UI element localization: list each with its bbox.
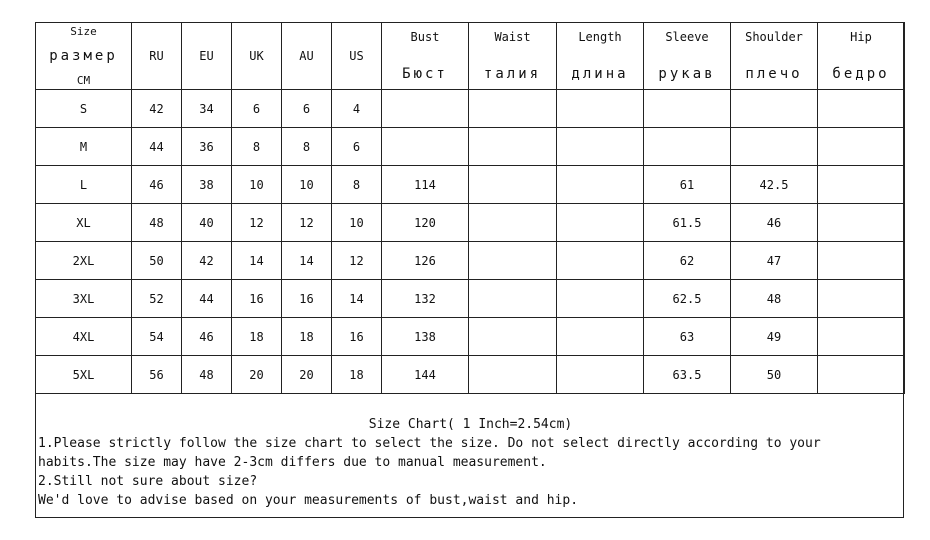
size-label-cell: L [36,166,132,204]
table-cell: 10 [232,166,282,204]
table-cell: 16 [332,318,382,356]
table-cell: 114 [382,166,469,204]
table-cell [557,204,644,242]
table-cell [557,280,644,318]
table-row [36,280,905,318]
column-header-ru [132,23,182,90]
table-row [36,242,905,280]
table-cell: 12 [232,204,282,242]
size-header-ru: размер [49,48,118,64]
table-cell [818,166,905,204]
table-cell: 144 [382,356,469,394]
table-cell: 8 [282,128,332,166]
table-cell [818,318,905,356]
table-row [36,356,905,394]
table-cell: 48 [132,204,182,242]
size-label-cell: S [36,90,132,128]
table-cell: 48 [731,280,818,318]
table-cell: 132 [382,280,469,318]
table-cell: 20 [232,356,282,394]
table-cell: 62.5 [644,280,731,318]
table-cell: 8 [232,128,282,166]
table-cell [382,128,469,166]
table-cell [469,128,557,166]
header-label-ru: рукав [658,66,716,82]
table-cell: 18 [232,318,282,356]
header-label-en: Hip [850,30,872,44]
table-cell: 36 [182,128,232,166]
table-cell [644,90,731,128]
table-cell: 120 [382,204,469,242]
size-label-cell: 5XL [36,356,132,394]
notes-line: 1.Please strictly follow the size chart to select the size. Do not select directly according to your [38,436,821,451]
table-cell: 50 [731,356,818,394]
header-label: AU [299,49,314,63]
table-cell: 18 [332,356,382,394]
table-cell: 138 [382,318,469,356]
header-label-en: Sleeve [665,30,709,44]
header-label: EU [199,49,214,63]
column-header-hip [818,23,905,90]
column-header-sleeve [644,23,731,90]
table-cell [557,90,644,128]
table-row [36,204,905,242]
header-row [36,23,905,90]
column-header-uk [232,23,282,90]
table-cell: 6 [232,90,282,128]
table-cell: 20 [282,356,332,394]
table-cell: 14 [282,242,332,280]
size-table [35,22,905,394]
header-label-ru: длина [571,66,629,82]
table-cell [557,356,644,394]
table-cell: 12 [332,242,382,280]
table-cell: 61.5 [644,204,731,242]
table-cell: 14 [232,242,282,280]
table-cell [469,204,557,242]
table-cell [818,128,905,166]
column-header-us [332,23,382,90]
table-cell: 52 [132,280,182,318]
header-label-ru: Бюст [402,66,448,82]
table-cell: 62 [644,242,731,280]
table-cell: 61 [644,166,731,204]
column-header-shoulder [731,23,818,90]
table-cell: 44 [132,128,182,166]
size-header-cell [36,23,132,90]
table-cell [818,90,905,128]
header-label: US [349,49,364,63]
table-cell: 46 [132,166,182,204]
table-cell: 8 [332,166,382,204]
table-cell [382,90,469,128]
table-cell: 10 [332,204,382,242]
notes-line: habits.The size may have 2-3cm differs due to manual measurement. [38,455,547,470]
table-cell: 10 [282,166,332,204]
header-label-ru: бедро [832,66,890,82]
table-cell: 16 [282,280,332,318]
table-cell: 46 [182,318,232,356]
table-cell: 6 [282,90,332,128]
table-cell [731,90,818,128]
table-cell: 63.5 [644,356,731,394]
table-cell: 38 [182,166,232,204]
table-cell [818,204,905,242]
table-cell [557,242,644,280]
table-cell [557,166,644,204]
column-header-au [282,23,332,90]
table-row [36,90,905,128]
table-cell: 54 [132,318,182,356]
size-header-unit: CM [76,74,91,87]
table-cell: 48 [182,356,232,394]
table-cell [644,128,731,166]
table-cell: 34 [182,90,232,128]
table-cell [469,280,557,318]
header-label-ru: плечо [745,66,803,82]
notes-section [36,403,903,517]
column-header-eu [182,23,232,90]
table-row [36,128,905,166]
table-cell [818,280,905,318]
header-label: RU [149,49,164,63]
notes-title: Size Chart( 1 Inch=2.54cm) [368,417,573,432]
column-header-waist [469,23,557,90]
header-label: UK [249,49,264,63]
table-cell: 18 [282,318,332,356]
table-cell: 56 [132,356,182,394]
table-cell: 47 [731,242,818,280]
table-cell: 44 [182,280,232,318]
header-label-en: Waist [494,30,531,44]
table-cell: 42 [132,90,182,128]
size-label-cell: 4XL [36,318,132,356]
table-cell [469,166,557,204]
size-label-cell: 3XL [36,280,132,318]
notes-line: 2.Still not sure about size? [38,474,258,489]
table-cell: 126 [382,242,469,280]
table-cell: 49 [731,318,818,356]
header-label-en: Length [578,30,622,44]
table-cell [731,128,818,166]
table-cell: 63 [644,318,731,356]
table-cell: 12 [282,204,332,242]
size-label-cell: 2XL [36,242,132,280]
table-cell: 16 [232,280,282,318]
size-label-cell: M [36,128,132,166]
table-cell [557,128,644,166]
column-header-bust [382,23,469,90]
table-cell: 4 [332,90,382,128]
header-label-en: Shoulder [745,30,803,44]
table-cell [469,242,557,280]
table-row [36,318,905,356]
table-cell: 40 [182,204,232,242]
table-cell: 42.5 [731,166,818,204]
table-cell: 50 [132,242,182,280]
table-cell [818,242,905,280]
table-cell: 46 [731,204,818,242]
table-cell [818,356,905,394]
table-cell [469,90,557,128]
table-cell: 14 [332,280,382,318]
table-cell: 42 [182,242,232,280]
header-label-ru: талия [483,66,542,82]
table-cell [469,318,557,356]
table-cell: 6 [332,128,382,166]
table-cell [469,356,557,394]
header-label-en: Bust [410,30,440,44]
table-cell [557,318,644,356]
size-chart [35,22,904,518]
size-header-en: Size [70,25,97,38]
notes-line: We'd love to advise based on your measurements of bust,waist and hip. [38,493,579,508]
column-header-length [557,23,644,90]
table-row [36,166,905,204]
size-label-cell: XL [36,204,132,242]
